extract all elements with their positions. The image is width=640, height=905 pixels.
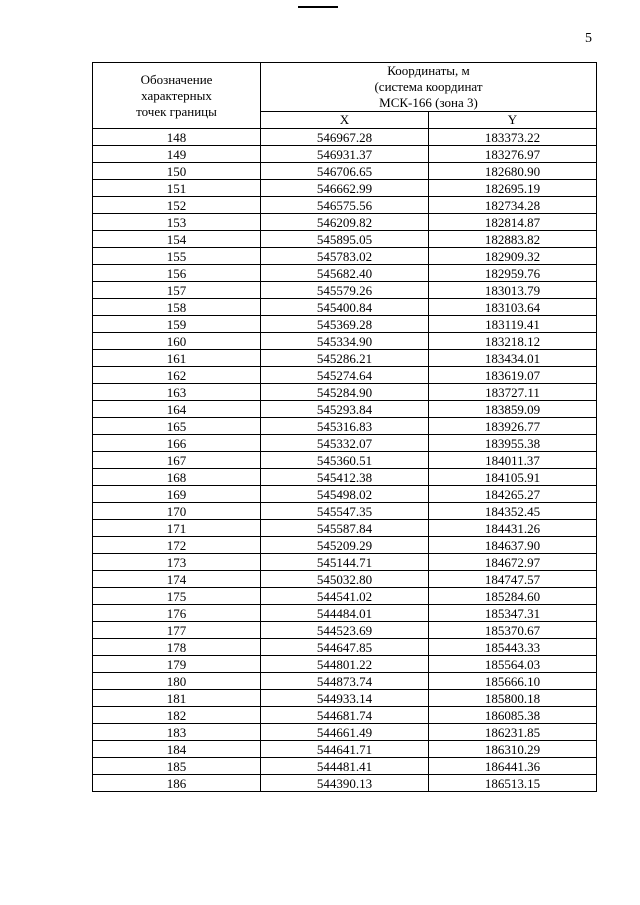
x-coordinate-cell: 546706.65 [261, 163, 429, 180]
table-row [93, 333, 597, 350]
table-row [93, 690, 597, 707]
x-coordinate-cell: 545400.84 [261, 299, 429, 316]
table-row [93, 367, 597, 384]
table-body [93, 129, 597, 792]
x-coordinate-cell: 545284.90 [261, 384, 429, 401]
y-coordinate-cell: 183373.22 [429, 129, 597, 146]
x-coordinate-cell: 545316.83 [261, 418, 429, 435]
point-number-cell: 177 [93, 622, 261, 639]
x-coordinate-cell: 544541.02 [261, 588, 429, 605]
table-row [93, 350, 597, 367]
point-number-cell: 149 [93, 146, 261, 163]
y-coordinate-cell: 185370.67 [429, 622, 597, 639]
header-coords-line: (система координат [374, 79, 483, 94]
table-row [93, 418, 597, 435]
header-point-designation [93, 63, 261, 129]
x-coordinate-cell: 546209.82 [261, 214, 429, 231]
table-row [93, 180, 597, 197]
y-coordinate-cell: 183276.97 [429, 146, 597, 163]
point-number-cell: 156 [93, 265, 261, 282]
header-point-line: Обозначение [140, 71, 213, 87]
table-row [93, 775, 597, 792]
y-coordinate-cell: 184431.26 [429, 520, 597, 537]
table-row [93, 469, 597, 486]
x-coordinate-cell: 545286.21 [261, 350, 429, 367]
y-coordinate-cell: 185284.60 [429, 588, 597, 605]
header-coordinates [261, 63, 597, 112]
table-row [93, 656, 597, 673]
x-coordinate-cell: 545498.02 [261, 486, 429, 503]
point-number-cell: 148 [93, 129, 261, 146]
x-coordinate-cell: 544484.01 [261, 605, 429, 622]
y-coordinate-cell: 182734.28 [429, 197, 597, 214]
point-number-cell: 153 [93, 214, 261, 231]
table-row [93, 214, 597, 231]
table-row [93, 129, 597, 146]
x-coordinate-cell: 544641.71 [261, 741, 429, 758]
y-coordinate-cell: 183434.01 [429, 350, 597, 367]
table-row [93, 401, 597, 418]
y-coordinate-cell: 184265.27 [429, 486, 597, 503]
table-row [93, 384, 597, 401]
x-coordinate-cell: 546967.28 [261, 129, 429, 146]
y-coordinate-cell: 183926.77 [429, 418, 597, 435]
point-number-cell: 168 [93, 469, 261, 486]
table-row [93, 248, 597, 265]
point-number-cell: 175 [93, 588, 261, 605]
point-number-cell: 167 [93, 452, 261, 469]
table-row [93, 163, 597, 180]
y-coordinate-cell: 183955.38 [429, 435, 597, 452]
point-number-cell: 157 [93, 282, 261, 299]
x-coordinate-cell: 544481.41 [261, 758, 429, 775]
y-coordinate-cell: 185666.10 [429, 673, 597, 690]
coordinates-table [92, 62, 597, 792]
x-coordinate-cell: 545032.80 [261, 571, 429, 588]
y-coordinate-cell: 182909.32 [429, 248, 597, 265]
y-coordinate-cell: 186513.15 [429, 775, 597, 792]
point-number-cell: 173 [93, 554, 261, 571]
y-coordinate-cell: 184747.57 [429, 571, 597, 588]
point-number-cell: 183 [93, 724, 261, 741]
point-number-cell: 155 [93, 248, 261, 265]
table-row [93, 299, 597, 316]
x-coordinate-cell: 545682.40 [261, 265, 429, 282]
table-row [93, 639, 597, 656]
x-coordinate-cell: 545369.28 [261, 316, 429, 333]
y-coordinate-cell: 186085.38 [429, 707, 597, 724]
point-number-cell: 185 [93, 758, 261, 775]
y-coordinate-cell: 182959.76 [429, 265, 597, 282]
x-coordinate-cell: 545360.51 [261, 452, 429, 469]
y-coordinate-cell: 183859.09 [429, 401, 597, 418]
y-coordinate-cell: 184011.37 [429, 452, 597, 469]
point-number-cell: 171 [93, 520, 261, 537]
y-coordinate-cell: 183119.41 [429, 316, 597, 333]
y-coordinate-cell: 186231.85 [429, 724, 597, 741]
table-row [93, 741, 597, 758]
y-coordinate-cell: 182680.90 [429, 163, 597, 180]
x-coordinate-cell: 544801.22 [261, 656, 429, 673]
point-number-cell: 178 [93, 639, 261, 656]
table-row [93, 265, 597, 282]
y-coordinate-cell: 183727.11 [429, 384, 597, 401]
y-coordinate-cell: 183218.12 [429, 333, 597, 350]
y-coordinate-cell: 183103.64 [429, 299, 597, 316]
point-number-cell: 181 [93, 690, 261, 707]
table-row [93, 605, 597, 622]
table-row [93, 622, 597, 639]
point-number-cell: 174 [93, 571, 261, 588]
table-row [93, 197, 597, 214]
header-point-line: характерных [141, 87, 212, 103]
y-coordinate-cell: 182814.87 [429, 214, 597, 231]
x-coordinate-cell: 544390.13 [261, 775, 429, 792]
point-number-cell: 158 [93, 299, 261, 316]
x-coordinate-cell: 545783.02 [261, 248, 429, 265]
table-row [93, 571, 597, 588]
point-number-cell: 165 [93, 418, 261, 435]
point-number-cell: 154 [93, 231, 261, 248]
y-coordinate-cell: 184105.91 [429, 469, 597, 486]
y-coordinate-cell: 182883.82 [429, 231, 597, 248]
point-number-cell: 159 [93, 316, 261, 333]
y-coordinate-cell: 185443.33 [429, 639, 597, 656]
x-coordinate-cell: 545274.64 [261, 367, 429, 384]
point-number-cell: 180 [93, 673, 261, 690]
table-row [93, 588, 597, 605]
table-row [93, 520, 597, 537]
point-number-cell: 163 [93, 384, 261, 401]
point-number-cell: 186 [93, 775, 261, 792]
point-number-cell: 166 [93, 435, 261, 452]
x-coordinate-cell: 546931.37 [261, 146, 429, 163]
table-row [93, 452, 597, 469]
point-number-cell: 169 [93, 486, 261, 503]
point-number-cell: 152 [93, 197, 261, 214]
x-coordinate-cell: 545209.29 [261, 537, 429, 554]
header-point-line: точек границы [136, 103, 217, 119]
x-coordinate-cell: 545587.84 [261, 520, 429, 537]
y-coordinate-cell: 182695.19 [429, 180, 597, 197]
header-x: X [261, 112, 429, 129]
point-number-cell: 172 [93, 537, 261, 554]
point-number-cell: 182 [93, 707, 261, 724]
table-row [93, 724, 597, 741]
y-coordinate-cell: 185564.03 [429, 656, 597, 673]
x-coordinate-cell: 544681.74 [261, 707, 429, 724]
x-coordinate-cell: 545293.84 [261, 401, 429, 418]
x-coordinate-cell: 546575.56 [261, 197, 429, 214]
y-coordinate-cell: 186441.36 [429, 758, 597, 775]
y-coordinate-cell: 185347.31 [429, 605, 597, 622]
point-number-cell: 176 [93, 605, 261, 622]
table-row [93, 707, 597, 724]
point-number-cell: 161 [93, 350, 261, 367]
page-number: 5 [585, 31, 592, 46]
header-y: Y [429, 112, 597, 129]
point-number-cell: 160 [93, 333, 261, 350]
x-coordinate-cell: 545547.35 [261, 503, 429, 520]
y-coordinate-cell: 184672.97 [429, 554, 597, 571]
point-number-cell: 184 [93, 741, 261, 758]
x-coordinate-cell: 544661.49 [261, 724, 429, 741]
table-row [93, 231, 597, 248]
x-coordinate-cell: 544523.69 [261, 622, 429, 639]
x-coordinate-cell: 544647.85 [261, 639, 429, 656]
point-number-cell: 179 [93, 656, 261, 673]
x-coordinate-cell: 544933.14 [261, 690, 429, 707]
header-coords-line: МСК-166 (зона 3) [379, 95, 478, 110]
table-row [93, 673, 597, 690]
x-coordinate-cell: 545144.71 [261, 554, 429, 571]
table-row [93, 146, 597, 163]
table-row [93, 554, 597, 571]
top-mark [298, 6, 338, 8]
x-coordinate-cell: 545579.26 [261, 282, 429, 299]
y-coordinate-cell: 183619.07 [429, 367, 597, 384]
header-coords-line: Координаты, м [387, 63, 470, 78]
point-number-cell: 162 [93, 367, 261, 384]
y-coordinate-cell: 185800.18 [429, 690, 597, 707]
point-number-cell: 170 [93, 503, 261, 520]
table-row [93, 758, 597, 775]
point-number-cell: 164 [93, 401, 261, 418]
y-coordinate-cell: 183013.79 [429, 282, 597, 299]
x-coordinate-cell: 544873.74 [261, 673, 429, 690]
table-row [93, 503, 597, 520]
x-coordinate-cell: 545332.07 [261, 435, 429, 452]
table-row [93, 486, 597, 503]
y-coordinate-cell: 184637.90 [429, 537, 597, 554]
x-coordinate-cell: 545895.05 [261, 231, 429, 248]
y-coordinate-cell: 186310.29 [429, 741, 597, 758]
x-coordinate-cell: 545412.38 [261, 469, 429, 486]
x-coordinate-cell: 545334.90 [261, 333, 429, 350]
y-coordinate-cell: 184352.45 [429, 503, 597, 520]
table-row [93, 537, 597, 554]
table-row [93, 435, 597, 452]
table-row [93, 282, 597, 299]
table-row [93, 316, 597, 333]
point-number-cell: 150 [93, 163, 261, 180]
point-number-cell: 151 [93, 180, 261, 197]
x-coordinate-cell: 546662.99 [261, 180, 429, 197]
